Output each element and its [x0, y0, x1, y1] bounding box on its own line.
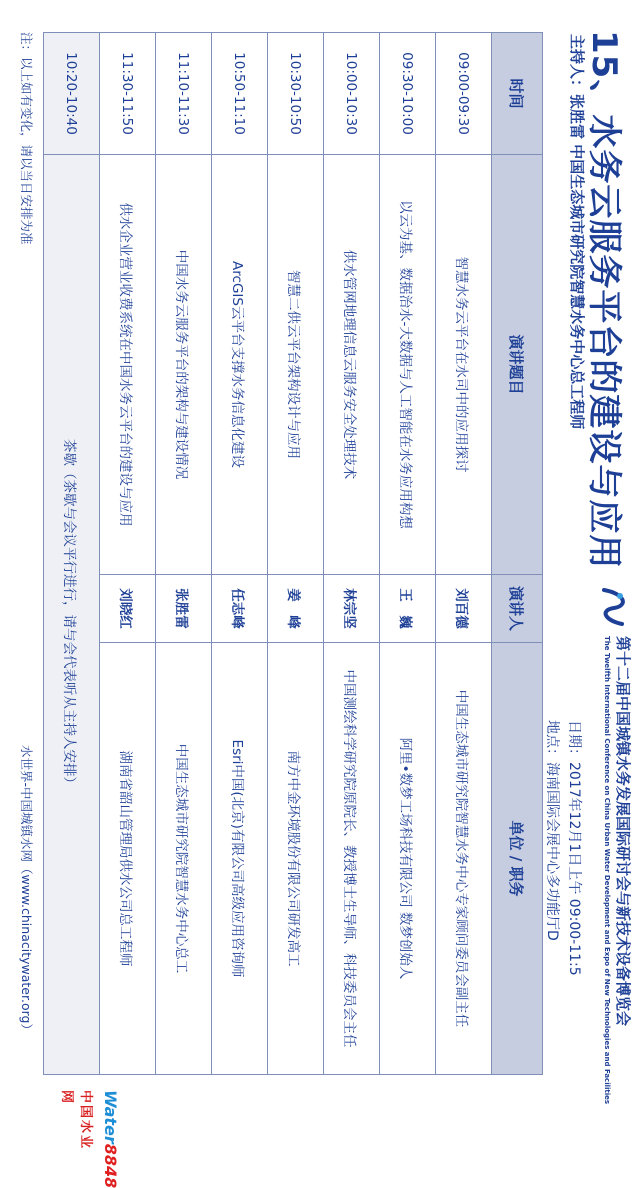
row-org: 湖南省韶山管理局供水公司总工程师	[100, 643, 156, 1075]
row-topic: 中国水务云服务平台的架构与建设情况	[156, 155, 212, 575]
header-topic: 演讲题目	[492, 155, 543, 575]
schedule-note: 注：以上如有变化，请以当日安排为准	[19, 32, 34, 245]
conference-name-cn: 第十二届中国城镇水务发展国际研讨会与新技术设备博览会	[614, 636, 632, 1027]
conference-date: 日期：2017年12月1日上午 09:00-11:5	[566, 720, 582, 976]
row-speaker: 张胜雷	[156, 575, 212, 643]
conference-header	[590, 584, 634, 1104]
row-topic: 供水企业营业收费系统在中国水务云平台的建设与应用	[100, 155, 156, 575]
table-row	[212, 33, 268, 1075]
row-org: 中国生态城市研究院智慧水务中心总工	[156, 643, 212, 1075]
row-speaker: 刘百德	[436, 575, 492, 643]
header-speaker: 演讲人	[492, 575, 543, 643]
row-speaker: 王 巍	[380, 575, 436, 643]
table-row	[268, 33, 324, 1075]
conference-logo-icon	[590, 584, 634, 630]
table-row	[100, 33, 156, 1075]
table-row	[436, 33, 492, 1075]
row-speaker: 刘晓红	[100, 575, 156, 643]
table-row	[156, 33, 212, 1075]
break-time: 10:20-10:40	[44, 33, 100, 155]
row-topic: 智慧水务云平台在水司中的应用探讨	[436, 155, 492, 575]
header-org: 单位 / 职务	[492, 643, 543, 1075]
footer-source: 水世界-中国城镇水网（www.chinacitywater.org）	[19, 745, 34, 1036]
break-text: 茶歇（茶歇与会议平行进行，请与会代表听从主持人安排）	[44, 155, 100, 1075]
row-topic: 以云为基、数据治水-大数据与人工智能在水务应用构想	[380, 155, 436, 575]
watermark-logo	[59, 1090, 120, 1188]
table-row	[324, 33, 380, 1075]
tea-break-row	[44, 33, 100, 1075]
row-time: 11:10-11:30	[156, 33, 212, 155]
row-time: 09:30-10:00	[380, 33, 436, 155]
conference-name-en: The Twelfth International Conference on China Urban Water Development and Expo of New Technologies and Facilities	[603, 636, 611, 1105]
row-org: 中国测绘科学研究院原院长、教授博士生导师、科技委员会主任	[324, 643, 380, 1075]
session-host: 主持人：张胜雷 中国生态城市研究院智慧水务中心总工程师	[568, 34, 586, 430]
row-time: 10:00-10:30	[324, 33, 380, 155]
row-topic: ArcGIS云平台支撑水务信息化建设	[212, 155, 268, 575]
row-topic: 智慧二供云平台架构设计与应用	[268, 155, 324, 575]
row-org: 阿里•数梦工场科技有限公司 数梦创始人	[380, 643, 436, 1075]
row-org: Esri中国(北京)有限公司高级应用咨询师	[212, 643, 268, 1075]
row-speaker: 任志峰	[212, 575, 268, 643]
schedule-table	[43, 32, 543, 1075]
watermark-cn: 中国水业网	[59, 1090, 93, 1151]
header-time: 时间	[492, 33, 543, 155]
watermark-brand-a: Water	[101, 1090, 120, 1144]
table-header-row	[492, 33, 543, 1075]
watermark-brand-b: 8848	[101, 1143, 120, 1188]
table-row	[380, 33, 436, 1075]
row-topic: 供水管网地理信息云服务安全处理技术	[324, 155, 380, 575]
session-title-row	[583, 30, 632, 569]
conference-meta	[541, 720, 585, 976]
row-speaker: 姜 峰	[268, 575, 324, 643]
row-time: 10:30-10:50	[268, 33, 324, 155]
conference-venue: 地点：海南国际会展中心多功能厅D	[544, 720, 560, 941]
row-org: 南方中金环境股份有限公司研发高工	[268, 643, 324, 1075]
row-time: 11:30-11:50	[100, 33, 156, 155]
row-speaker: 林宗坚	[324, 575, 380, 643]
session-title: 15、水务云服务平台的建设与应用	[584, 30, 624, 570]
row-org: 中国生态城市研究院智慧水务中心专家顾问委员会副主任	[436, 643, 492, 1075]
row-time: 10:50-11:10	[212, 33, 268, 155]
row-time: 09:00-09:30	[436, 33, 492, 155]
